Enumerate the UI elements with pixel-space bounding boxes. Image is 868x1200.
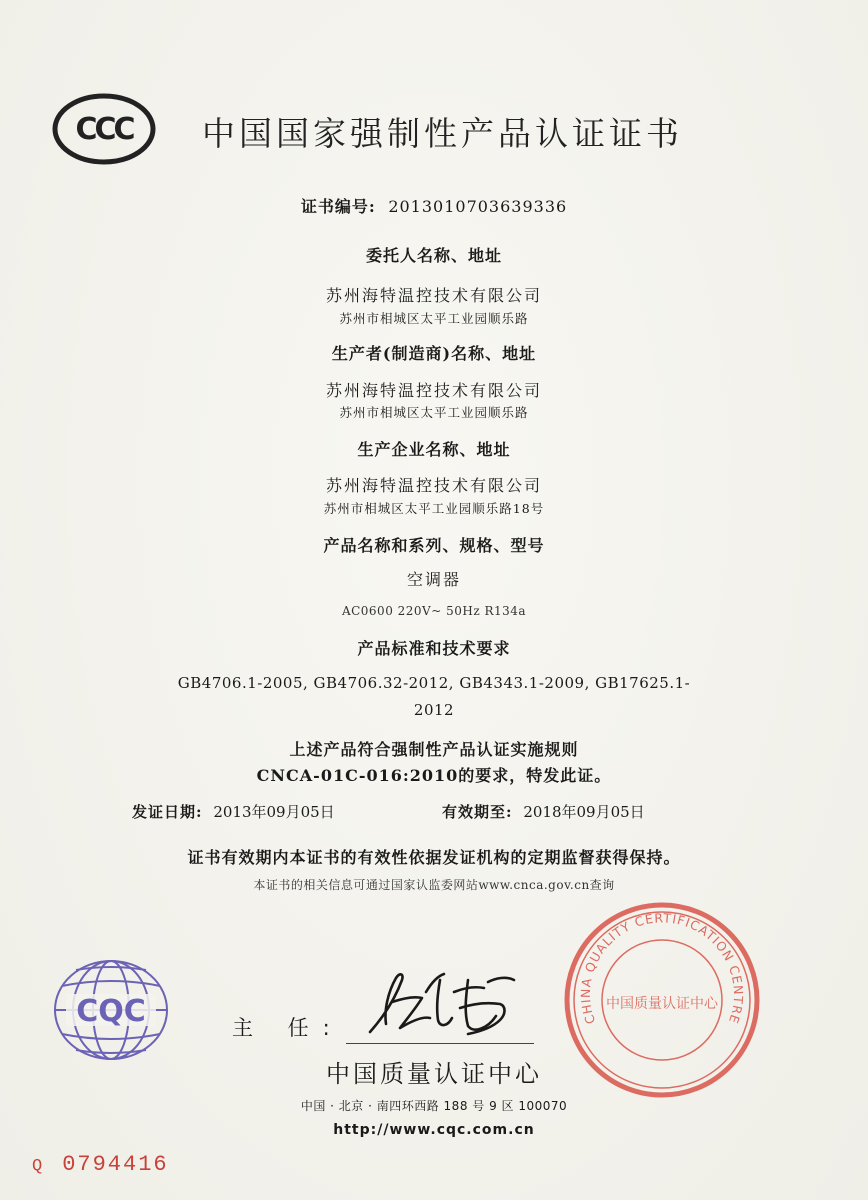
standards-line-2: 2012 [413,701,455,719]
manufacturer-name: 苏州海特温控技术有限公司 [325,381,542,400]
certificate-number-value: 2013010703639336 [388,197,568,216]
validity-note: 证书有效期内本证书的有效性依据发证机构的定期监督获得保持。 [187,848,681,867]
client-name: 苏州海特温控技术有限公司 [325,286,542,305]
factory-address: 苏州市相城区太平工业园顺乐路18号 [323,501,545,516]
standards-list [0,670,868,724]
signature-line [346,1043,534,1044]
conformity-line-2: CNCA-01C-016:2010的要求，特发此证。 [256,766,612,785]
standards-line-1: GB4706.1-2005, GB4706.32-2012, GB4343.1-2009, GB17625.1- [177,674,691,692]
expiry-date-value: 2018年09月05日 [523,803,645,821]
product-spec: AC0600 220V~ 50Hz R134a [341,604,527,618]
organization-address: 中国 · 北京 · 南四环西路 188 号 9 区 100070 [300,1099,568,1113]
cqc-logo-text: CQC [76,994,146,1029]
conformity-line-1: 上述产品符合强制性产品认证实施规则 [289,740,579,759]
certificate-number [0,194,868,217]
factory-heading: 生产企业名称、地址 [357,440,511,459]
expiry-date-label: 有效期至: [442,803,513,821]
issue-date-value: 2013年09月05日 [213,803,335,821]
official-seal-icon [562,900,762,1100]
expiry-date [442,801,645,822]
standards-heading: 产品标准和技术要求 [357,639,511,658]
issue-date [132,801,335,822]
issue-date-label: 发证日期: [132,803,203,821]
ccc-logo-text: CCC [75,112,133,147]
product-name: 空调器 [406,570,461,589]
svg-text:CHINA QUALITY CERTIFICATION CE: CHINA QUALITY CERTIFICATION CENTRE [577,910,747,1027]
serial-number [32,1152,169,1177]
manufacturer-address: 苏州市相城区太平工业园顺乐路 [339,405,529,420]
client-address: 苏州市相城区太平工业园顺乐路 [339,311,529,326]
organization-name: 中国质量认证中心 [326,1060,542,1088]
serial-prefix: Q [32,1157,45,1176]
organization-url: http://www.cqc.com.cn [333,1122,535,1138]
seal-inner-text: 中国质量认证中心 [606,996,718,1012]
conformity-statement [0,737,868,789]
cqc-logo-icon [52,958,170,1062]
certificate-number-label: 证书编号: [300,197,376,216]
director-label: 主 任: [232,1016,344,1040]
manufacturer-heading: 生产者(制造商)名称、地址 [331,344,537,363]
factory-name: 苏州海特温控技术有限公司 [325,476,542,495]
client-heading: 委托人名称、地址 [365,246,502,265]
website-note: 本证书的相关信息可通过国家认监委网站www.cnca.gov.cn查询 [253,878,615,892]
page-title: 中国国家强制性产品认证证书 [202,114,683,153]
director-signature-icon [356,962,536,1048]
serial-number-value: 0794416 [62,1152,169,1177]
ccc-logo-icon [52,92,156,166]
product-heading: 产品名称和系列、规格、型号 [323,536,545,555]
